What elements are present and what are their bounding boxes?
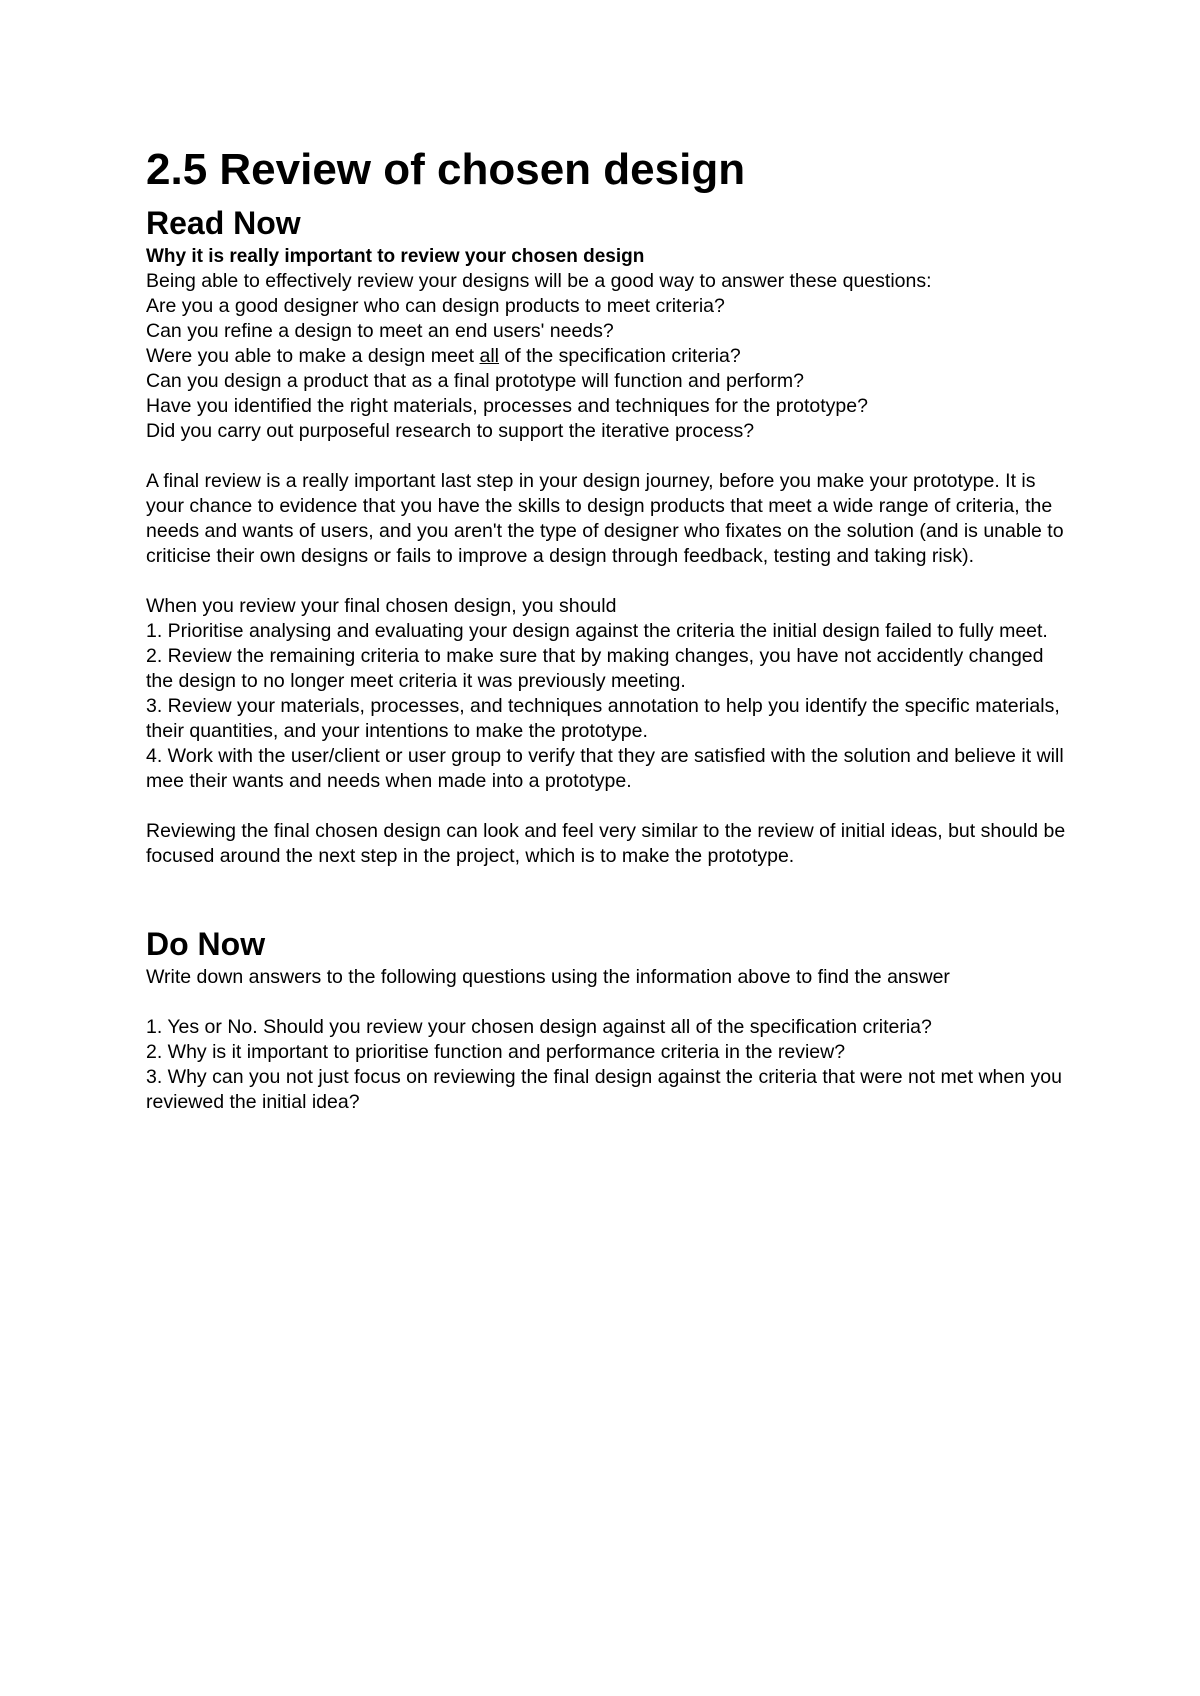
should-intro: When you review your final chosen design, you should [146,595,617,617]
do-now-heading: Do Now [146,926,266,962]
question-item: Have you identified the right materials, processes and techniques for the prototype? [146,395,868,417]
do-now-instruction: Write down answers to the following questions using the information above to find the answer [146,966,950,988]
question-item [146,344,1066,369]
question-item: Can you refine a design to meet an end users' needs? [146,320,614,342]
spacer [146,794,1066,819]
underlined-word: all [479,345,500,367]
question-text: Were you able to make a design meet [146,345,480,367]
final-review-paragraph: A final review is a really important last step in your design journey, before you make your prototype. It is your chance to evidence that you have the skills to design products that meet a wide range of criteria, the needs and wants of users, and you aren't the type of designer who fixates on the solution (and is unable to criticise their own designs or fails to improve a design through feedback, testing and taking risk). [146,470,1064,567]
spacer [146,444,1066,469]
read-now-intro: Being able to effectively review your designs will be a good way to answer these questions: [146,270,932,292]
question-item: Can you design a product that as a final prototype will function and perform? [146,370,804,392]
should-step: 4. Work with the user/client or user group to verify that they are satisfied with the solution and believe it will mee their wants and needs when made into a prototype. [146,745,1064,792]
page-title: 2.5 Review of chosen design [146,145,746,194]
do-now-task: 3. Why can you not just focus on reviewing the final design against the criteria that were not met when you reviewed the initial idea? [146,1066,1062,1113]
do-now-task: 1. Yes or No. Should you review your chosen design against all of the specification criteria? [146,1016,932,1038]
should-step: 3. Review your materials, processes, and techniques annotation to help you identify the specific materials, their quantities, and your intentions to make the prototype. [146,695,1060,742]
question-item: Did you carry out purposeful research to support the iterative process? [146,420,755,442]
spacer [146,569,1066,594]
document-page [146,138,1066,1115]
should-step: 1. Prioritise analysing and evaluating your design against the criteria the initial design failed to fully meet. [146,620,1048,642]
do-now-task: 2. Why is it important to prioritise function and performance criteria in the review? [146,1041,846,1063]
closing-paragraph: Reviewing the final chosen design can look and feel very similar to the review of initial ideas, but should be focused around the next step in the project, which is to make the prototype. [146,820,1066,867]
question-text: of the specification criteria? [499,345,741,367]
spacer [146,869,1066,923]
question-item: Are you a good designer who can design products to meet criteria? [146,295,725,317]
spacer [146,990,1066,1015]
read-now-heading: Read Now [146,205,301,241]
read-now-subheading: Why it is really important to review your chosen design [146,246,645,267]
should-step: 2. Review the remaining criteria to make sure that by making changes, you have not accidently changed the design to no longer meet criteria it was previously meeting. [146,645,1044,692]
